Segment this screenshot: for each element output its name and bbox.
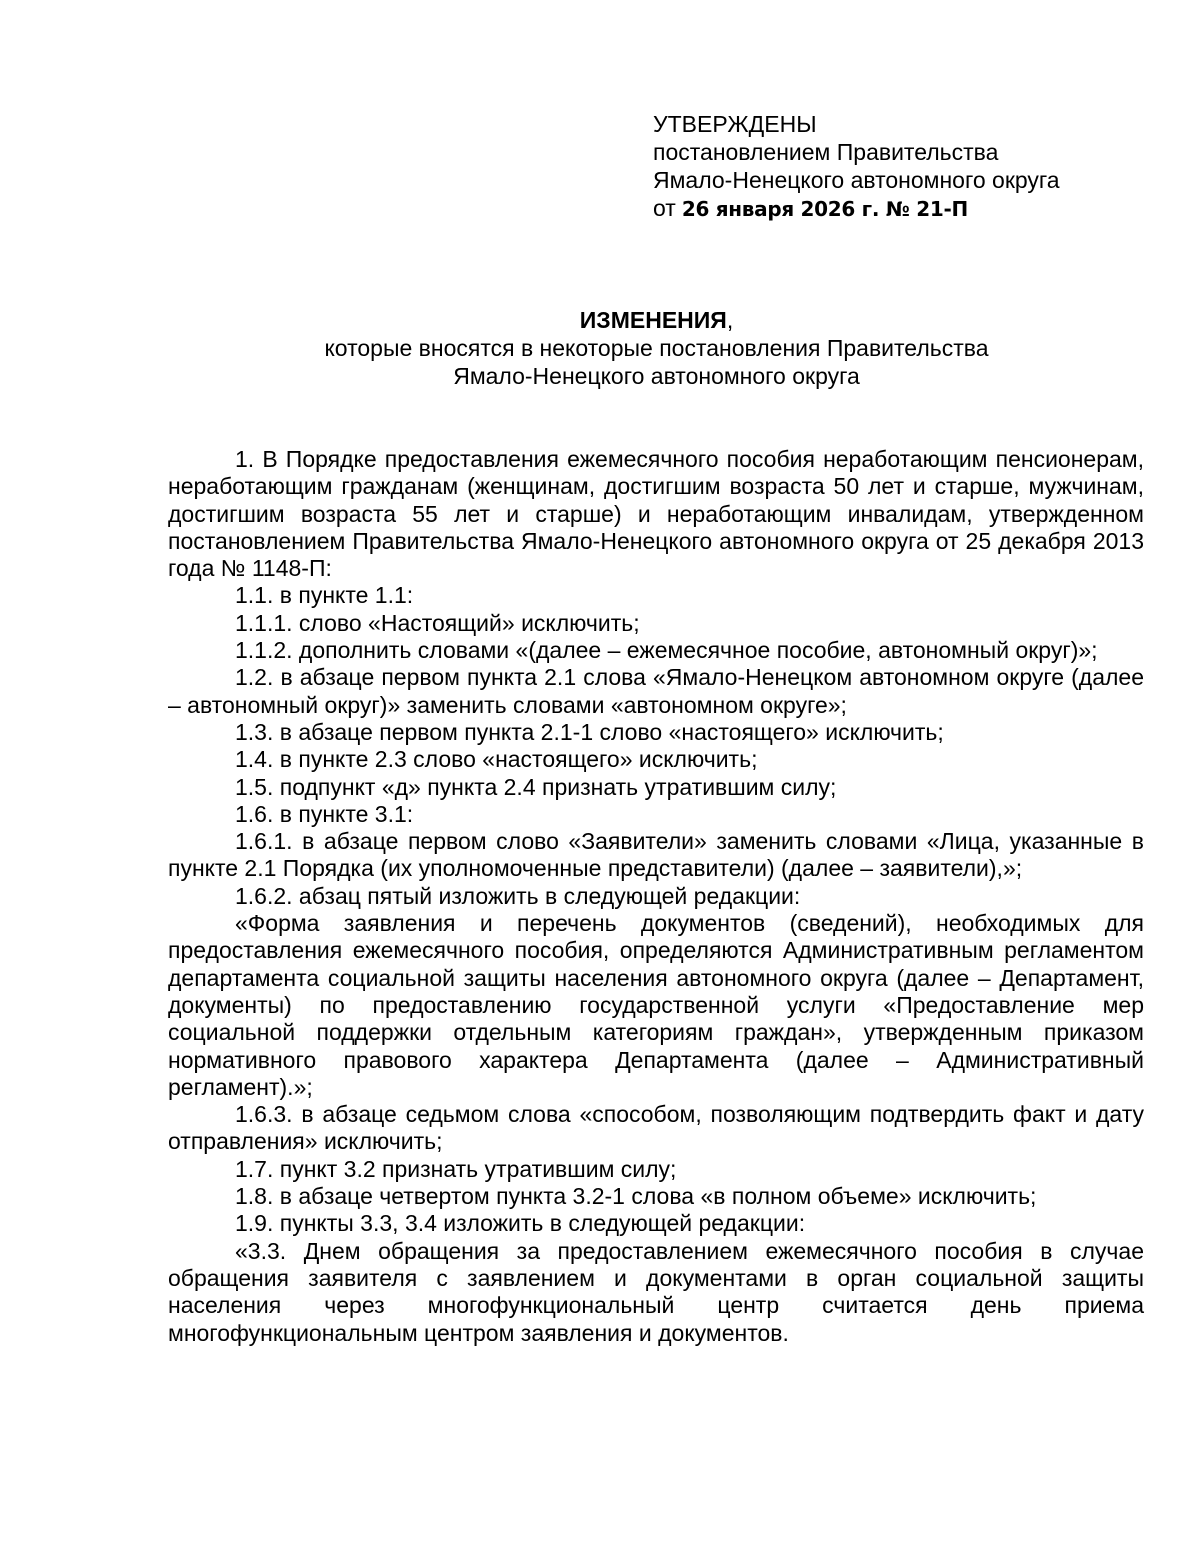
approval-date-line (653, 194, 1153, 223)
paragraph: 1.6. в пункте 3.1: (235, 800, 414, 827)
paragraph: 1.3. в абзаце первом пункта 2.1-1 слово «настоящего» исключить; (235, 718, 944, 745)
paragraph: 1.4. в пункте 2.3 слово «настоящего» исключить; (235, 746, 758, 773)
heading-subtitle-line-2: Ямало-Ненецкого автономного округа (453, 363, 860, 389)
approval-block (653, 110, 1153, 223)
heading-title-suffix: , (726, 307, 734, 333)
paragraph: 1.1. в пункте 1.1: (235, 582, 414, 609)
paragraph: 1.6.2. абзац пятый изложить в следующей редакции: (235, 882, 801, 909)
paragraph: 1. В Порядке предоставления ежемесячного пособия неработающим пенсионерам, неработающим гражданам (женщинам, достигшим возраста 50 лет и старше, мужчинам, достигшим возраста 55 лет и старше) и неработающим инвалидам, утвержденном постановлением Правительства Ямало-Ненецкого автономного округа от 25 декабря 2013 года № 1148-П: (168, 446, 1144, 582)
approval-title: УТВЕРЖДЕНЫ (653, 111, 817, 137)
approval-date-value: 26 января 2026 г. № 21-П (681, 197, 968, 221)
paragraph: 1.9. пункты 3.3, 3.4 изложить в следующей редакции: (235, 1210, 806, 1237)
paragraph: 1.1.1. слово «Настоящий» исключить; (235, 609, 640, 636)
paragraph: «3.3. Днем обращения за предоставлением ежемесячного пособия в случае обращения заявителя с заявлением и документами в орган социальной защиты населения через многофункциональный центр считается день приема многофункциональным центром заявления и документов. (168, 1237, 1144, 1346)
paragraph: 1.5. подпункт «д» пункта 2.4 признать утратившим силу; (235, 773, 837, 800)
heading-title: ИЗМЕНЕНИЯ (579, 307, 727, 333)
document-heading (170, 306, 1143, 390)
paragraph: 1.6.1. в абзаце первом слово «Заявители» заменить словами «Лица, указанные в пункте 2.1 Порядка (их уполномоченные представители) (далее – заявители),»; (168, 828, 1144, 882)
heading-title-line (170, 306, 1143, 334)
approval-date-prefix: от (653, 195, 676, 221)
approval-line-1: постановлением Правительства (653, 139, 999, 165)
paragraph: 1.7. пункт 3.2 признать утратившим силу; (235, 1155, 677, 1182)
heading-subtitle-line-1: которые вносятся в некоторые постановления Правительства (324, 335, 989, 361)
paragraph: 1.2. в абзаце первом пункта 2.1 слова «Ямало-Ненецком автономном округе (далее – автономный округ)» заменить словами «автономном округе»; (168, 664, 1144, 718)
paragraph: 1.6.3. в абзаце седьмом слова «способом, позволяющим подтвердить факт и дату отправления» исключить; (168, 1101, 1144, 1155)
approval-line-2: Ямало-Ненецкого автономного округа (653, 167, 1060, 193)
paragraph: «Форма заявления и перечень документов (сведений), необходимых для предоставления ежемесячного пособия, определяются Административным регламентом департамента социальной защиты населения автономного округа (далее – Департамент, документы) по предоставлению государственной услуги «Предоставление мер социальной поддержки отдельным категориям граждан», утвержденным приказом нормативного правового характера Департамента (далее – Административный регламент).»; (168, 910, 1144, 1100)
document-body (168, 446, 1144, 1347)
paragraph: 1.8. в абзаце четвертом пункта 3.2-1 слова «в полном объеме» исключить; (235, 1183, 1037, 1210)
paragraph: 1.1.2. дополнить словами «(далее – ежемесячное пособие, автономный округ)»; (235, 637, 1098, 664)
